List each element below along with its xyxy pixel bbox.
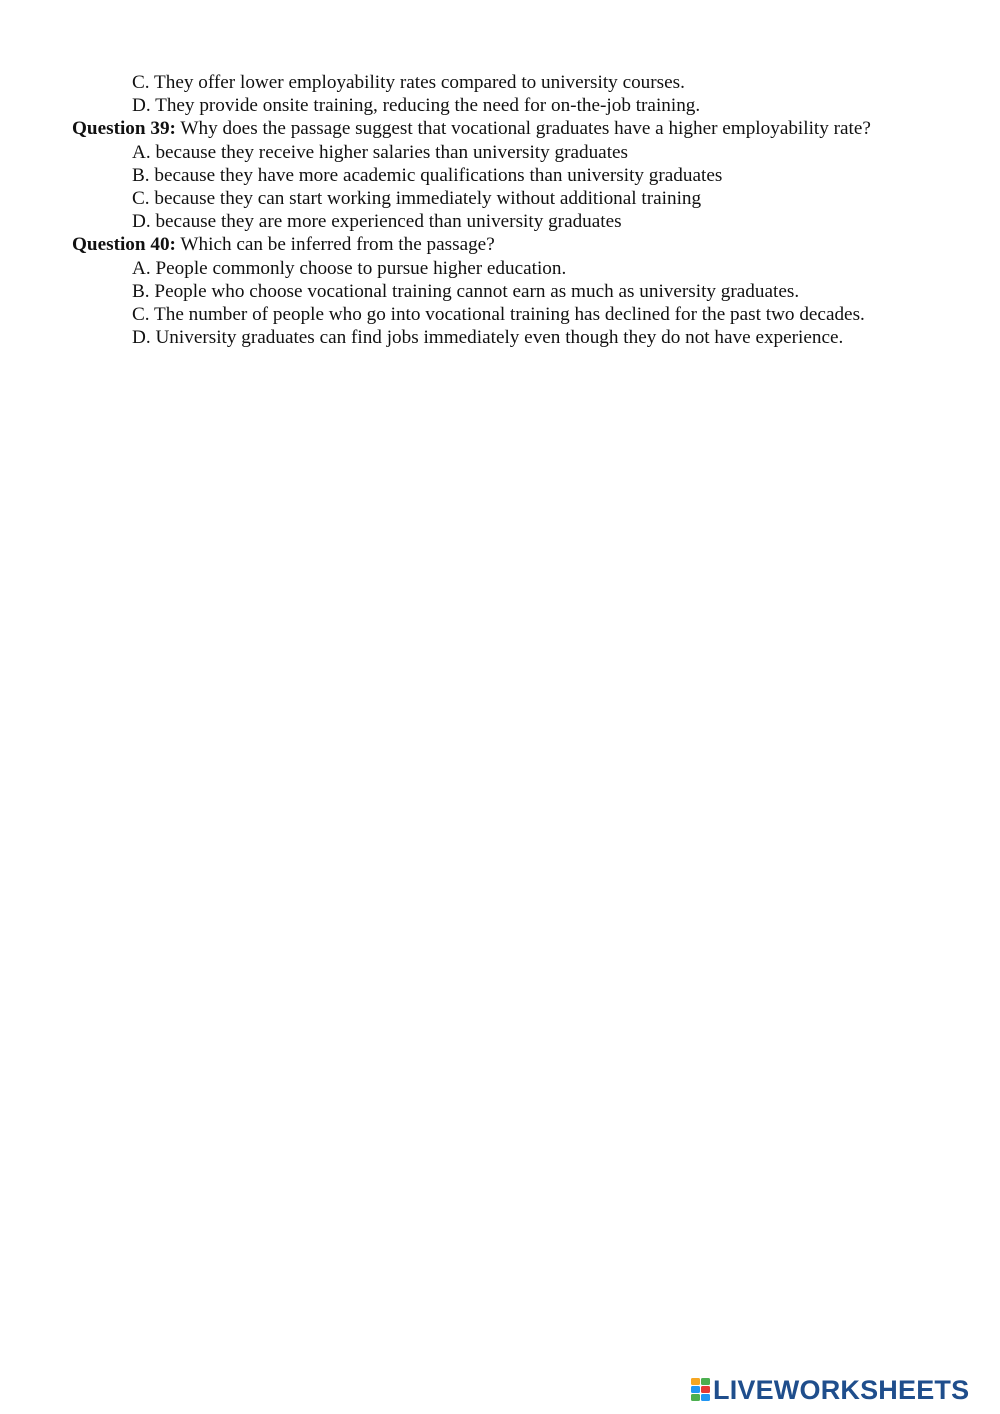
q39-option-a: A. because they receive higher salaries than university graduates	[132, 141, 629, 163]
logo-block-1	[691, 1378, 700, 1385]
q39-option-d: D. because they are more experienced than university graduates	[132, 211, 622, 233]
q38-option-d: D. They provide onsite training, reducing the need for on-the-job training.	[132, 95, 701, 117]
q38-option-c: C. They offer lower employability rates compared to university courses.	[132, 72, 685, 93]
liveworksheets-logo-icon	[691, 1378, 711, 1402]
question-39	[72, 117, 972, 140]
question-content	[72, 71, 972, 349]
question-40-label: Question 40:	[72, 234, 176, 256]
question-39-label: Question 39:	[72, 118, 176, 140]
q39-option-c: C. because they can start working immediately without additional training	[132, 187, 702, 209]
q40-option-a: A. People commonly choose to pursue higher education.	[132, 257, 567, 279]
question-40-text: Which can be inferred from the passage?	[175, 234, 495, 256]
logo-block-2	[701, 1378, 710, 1385]
q39-option-b: B. because they have more academic qualifications than university graduates	[132, 164, 723, 186]
q40-option-d: D. University graduates can find jobs immediately even though they do not have experience.	[132, 327, 844, 349]
liveworksheets-logo-text: LIVEWORKSHEETS	[713, 1374, 970, 1405]
question-39-text: Why does the passage suggest that vocational graduates have a higher employability rate?	[175, 118, 871, 140]
logo-block-4	[701, 1386, 710, 1393]
q40-option-c: C. The number of people who go into vocational training has declined for the past two decades.	[132, 303, 865, 325]
q40-option-b: B. People who choose vocational training cannot earn as much as university graduates.	[132, 280, 800, 302]
question-40	[72, 233, 972, 256]
logo-block-3	[691, 1386, 700, 1393]
liveworksheets-logo	[691, 1375, 969, 1405]
logo-block-6	[701, 1394, 710, 1401]
logo-block-5	[691, 1394, 700, 1401]
